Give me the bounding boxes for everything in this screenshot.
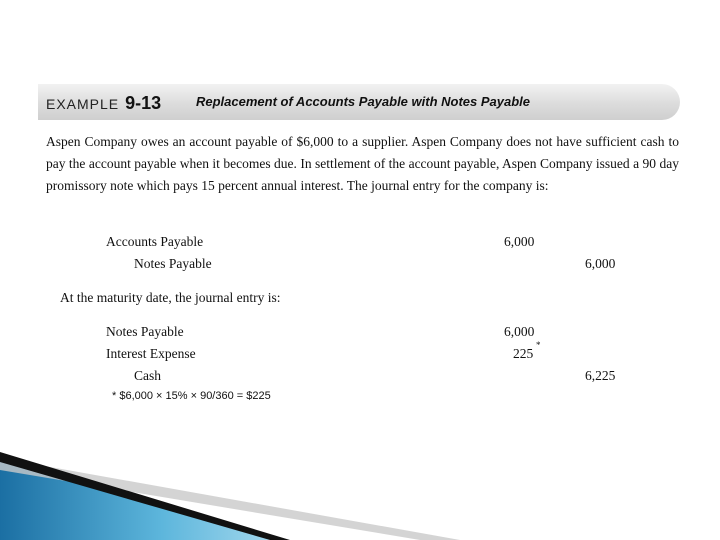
example-number: 9-13 <box>125 93 162 113</box>
entry2-account: Interest Expense <box>106 346 196 361</box>
entry2-credit: 6,225 <box>585 368 616 383</box>
example-word: EXAMPLE <box>46 96 120 112</box>
decorative-swoosh <box>0 440 720 540</box>
entry2-debit: 225 <box>513 346 534 361</box>
footnote: * $6,000 × 15% × 90/360 = $225 <box>112 390 271 402</box>
entry2-debit: 6,000 <box>504 324 535 339</box>
entry1-credit: 6,000 <box>585 256 616 271</box>
example-label <box>46 93 161 114</box>
maturity-text: At the maturity date, the journal entry is: <box>60 290 281 305</box>
footnote-marker: * <box>536 340 541 350</box>
example-title: Replacement of Accounts Payable with Notes Payable <box>196 94 531 109</box>
entry2-account: Notes Payable <box>106 324 184 339</box>
entry2-account: Cash <box>134 368 161 383</box>
entry1-account: Notes Payable <box>134 256 212 271</box>
entry1-debit: 6,000 <box>504 234 535 249</box>
entry1-account: Accounts Payable <box>106 234 204 249</box>
example-paragraph: Aspen Company owes an account payable of $6,000 to a supplier. Aspen Company does not have sufficient cash to pay the account payable when it becomes due. In settlement of the account payable, Aspen Company issued a 90 day promissory note which pays 15 percent annual interest. The journal entry for the company is: <box>46 134 679 193</box>
